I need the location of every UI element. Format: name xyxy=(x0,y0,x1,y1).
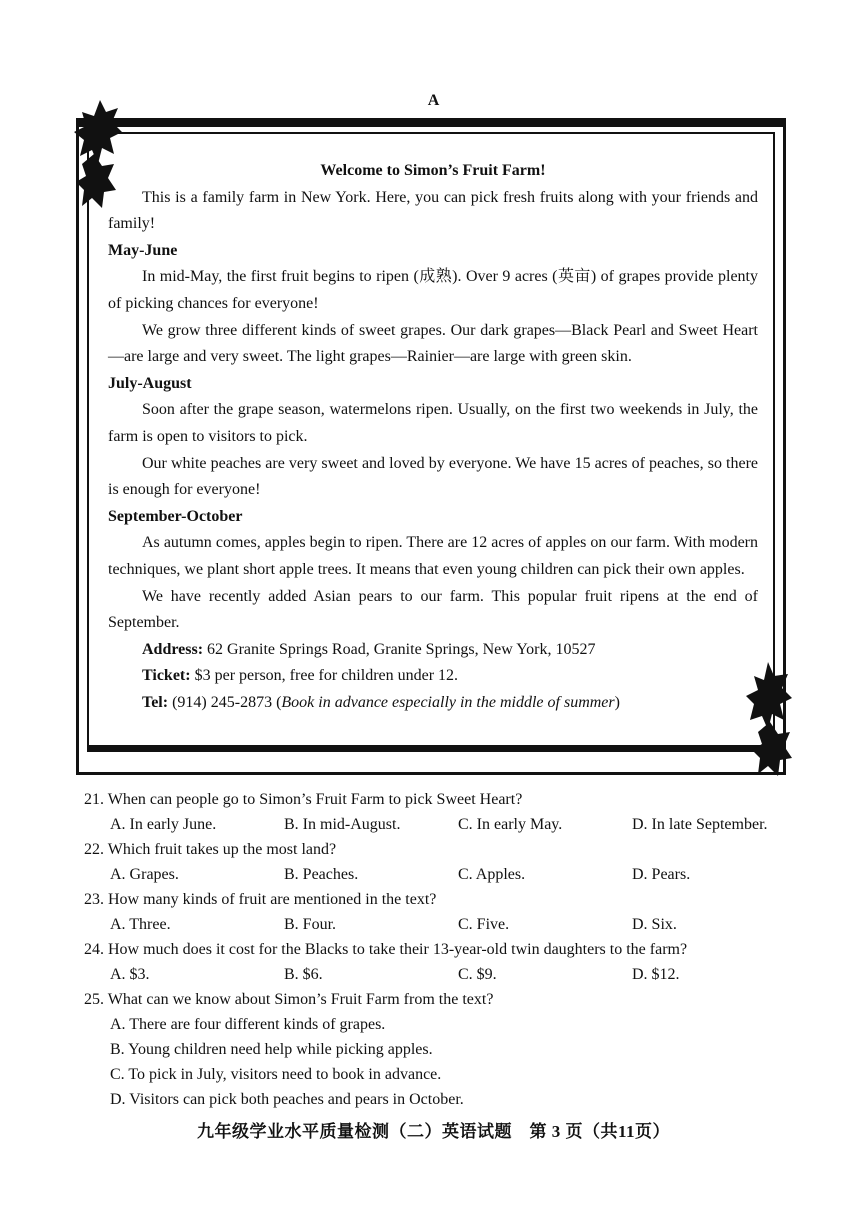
option-d: D. Visitors can pick both peaches and pears in October. xyxy=(110,1091,464,1108)
frame-bottom-bar xyxy=(87,745,775,752)
option-c: C. In early May. xyxy=(458,816,563,833)
option-c: C. $9. xyxy=(458,966,497,983)
question-stem: 25. What can we know about Simon’s Fruit Farm from the text? xyxy=(84,991,494,1008)
tel-line xyxy=(108,690,758,717)
section-heading-september-october: September-October xyxy=(108,507,243,525)
question-stem: 22. Which fruit takes up the most land? xyxy=(84,841,337,858)
paragraph: In mid-May, the first fruit begins to ripen (成熟). Over 9 acres (英亩) of grapes provide plenty of picking chances for everyone! xyxy=(108,268,758,312)
ticket-value: $3 per person, free for children under 12. xyxy=(194,667,459,685)
paragraph: We have recently added Asian pears to our farm. This popular fruit ripens at the end of September. xyxy=(108,587,758,632)
option-c: C. Five. xyxy=(458,916,510,933)
option-a: A. In early June. xyxy=(110,816,217,833)
page-footer: 九年级学业水平质量检测（二）英语试题 第 3 页（共11页） xyxy=(196,1122,671,1141)
address-line xyxy=(108,637,758,664)
ticket-label: Ticket: xyxy=(142,667,191,685)
option-row xyxy=(84,812,804,837)
option-c: C. To pick in July, visitors need to book in advance. xyxy=(110,1066,442,1083)
option-row xyxy=(84,862,804,887)
option-row xyxy=(84,912,804,937)
question-stem: 21. When can people go to Simon’s Fruit Farm to pick Sweet Heart? xyxy=(84,791,523,808)
tel-close: ) xyxy=(614,693,620,711)
option-a: A. Three. xyxy=(110,916,171,933)
option-b: B. $6. xyxy=(284,966,323,983)
paragraph: We grow three different kinds of sweet grapes. Our dark grapes—Black Pearl and Sweet Heart—are large and very sweet. The light grapes—Rainier—are large with green skin. xyxy=(108,321,758,366)
question-stem: 24. How much does it cost for the Blacks to take their 13-year-old twin daughters to the farm? xyxy=(84,941,688,958)
paragraph: As autumn comes, apples begin to ripen. There are 12 acres of apples on our farm. With modern techniques, we plant short apple trees. It means that even young children can pick their own apples. xyxy=(108,534,758,578)
option-b: B. In mid-August. xyxy=(284,816,401,833)
option-c: C. Apples. xyxy=(458,866,526,883)
address-label: Address: xyxy=(142,640,204,658)
question-list xyxy=(84,787,804,1112)
paragraph: Soon after the grape season, watermelons ripen. Usually, on the first two weekends in July, the farm is open to visitors to pick. xyxy=(108,401,758,445)
option-d: D. In late September. xyxy=(632,816,768,833)
option-a: A. There are four different kinds of grapes. xyxy=(110,1016,386,1033)
option-d: D. Pears. xyxy=(632,866,691,883)
tel-label: Tel: xyxy=(142,693,169,711)
option-b: B. Young children need help while picking apples. xyxy=(110,1041,433,1058)
section-heading-may-june: May-June xyxy=(108,241,178,259)
section-letter: A xyxy=(427,92,440,109)
question-stem: 23. How many kinds of fruit are mentioned in the text? xyxy=(84,891,437,908)
paragraph: Our white peaches are very sweet and loved by everyone. We have 15 acres of peaches, so there is enough for everyone! xyxy=(108,454,758,499)
address-value: 62 Granite Springs Road, Granite Springs, New York, 10527 xyxy=(207,640,596,658)
tel-note: Book in advance especially in the middle of summer xyxy=(281,693,615,711)
section-heading-july-august: July-August xyxy=(108,374,192,392)
frame-top-bar xyxy=(76,118,786,127)
reading-passage xyxy=(108,158,758,716)
option-d: D. Six. xyxy=(632,916,677,933)
option-a: A. $3. xyxy=(110,966,150,983)
tel-value: (914) 245-2873 ( xyxy=(172,693,282,711)
option-d: D. $12. xyxy=(632,966,680,983)
option-a: A. Grapes. xyxy=(110,866,179,883)
option-b: B. Peaches. xyxy=(284,866,359,883)
passage-title: Welcome to Simon’s Fruit Farm! xyxy=(320,162,546,179)
ticket-line xyxy=(108,663,758,690)
passage-intro: This is a family farm in New York. Here, you can pick fresh fruits along with your friends and family! xyxy=(108,188,758,233)
option-b: B. Four. xyxy=(284,916,337,933)
option-row xyxy=(84,962,804,987)
